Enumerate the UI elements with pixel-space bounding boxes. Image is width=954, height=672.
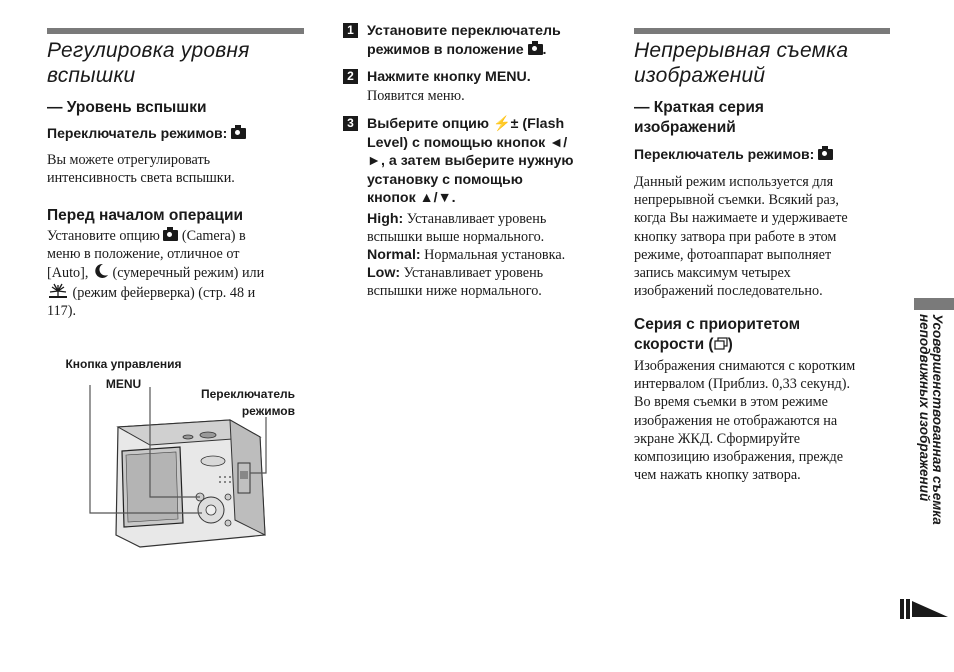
step-number: 2 (343, 69, 358, 84)
step-2: 2 Нажмите кнопку MENU. Появится меню. (343, 68, 608, 105)
mode-label-right: Переключатель режимов: (634, 145, 833, 164)
intro-text-left: Вы можете отрегулировать интенсивность света вспышки. (47, 152, 235, 187)
label-control-button: Кнопка управления MENU (65, 357, 182, 391)
section-rule-right (634, 28, 890, 34)
next-page-arrow-icon[interactable] (900, 597, 948, 621)
step-number: 1 (343, 23, 358, 38)
step-1: 1 Установите переключатель режимов в положение . (343, 22, 608, 59)
step-number: 3 (343, 116, 358, 131)
sidebar-section-label: Усовершенствованная съемка неподвижных изображений (917, 314, 945, 525)
camera-illustration (80, 385, 280, 555)
fireworks-icon (47, 283, 69, 299)
option-high: High: Устанавливает уровень (367, 210, 547, 227)
camera-icon (231, 128, 246, 139)
camera-icon (818, 149, 833, 160)
camera-icon (528, 44, 543, 55)
section-tab-marker (914, 298, 954, 310)
camera-icon (163, 230, 178, 241)
step-3: 3 Выберите опцию ⚡± (Flash Level) с помощью кнопок ◄/ ►, а затем выберите нужную установку с помощью кнопок ▲/▼. High: Устанавливает уровень вспышки выше нормального. Normal: Нормальная установка. Low: Устанавливает уровень вспышки ниже нормального. (343, 115, 608, 301)
twilight-moon-icon (92, 263, 109, 279)
before-heading: Перед началом операции (47, 207, 244, 224)
option-normal: Normal: Нормальная установка. (367, 246, 566, 263)
before-text: Установите опцию (Camera) в меню в положение, отличное от [Auto], (сумеречный режим) или (режим фейерверка) (стр. 48 и 117). (47, 228, 265, 319)
subtitle-right: — Краткая серия изображений (634, 99, 764, 136)
speed-heading: Серия с приоритетом скорости ( ) (634, 316, 801, 353)
subtitle-left: — Уровень вспышки (47, 99, 207, 116)
intro-text-right: Данный режим используется для непрерывной съемки. Всякий раз, когда Вы нажимаете и удерживаете кнопку затвора при работе в этом режиме, фотоаппарат выполняет запись максимум четырех изображений последовательно. (634, 174, 848, 300)
burst-mode-icon (714, 337, 728, 350)
page-title-left: Регулировка уровня вспышки (47, 39, 250, 87)
section-rule-left (47, 28, 304, 34)
page-title-right: Непрерывная съемка изображений (634, 39, 849, 87)
mode-label-left: Переключатель режимов: (47, 124, 246, 143)
speed-text: Изображения снимаются с коротким интервалом (Приблиз. 0,33 секунд). Во время съемки в этом режиме изображения не отображаются на экране ЖКД. Сформируйте композицию изображения, прежде чем нажать кнопку затвора. (634, 358, 856, 484)
option-low: Low: Устанавливает уровень (367, 265, 544, 282)
flash-level-icon: ⚡± (492, 116, 519, 132)
label-mode-switch: Переключатель режимов (200, 387, 295, 418)
